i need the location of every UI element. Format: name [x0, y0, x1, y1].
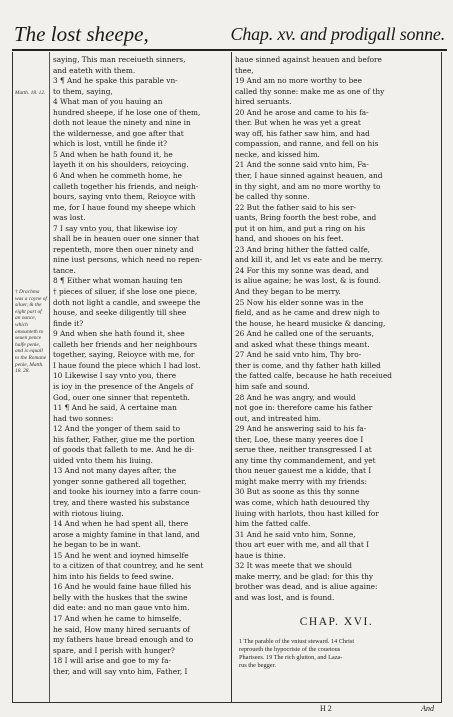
text-line: spare, and I perish with hunger?	[53, 645, 175, 655]
text-line: the fatted calfe, because he hath receiued	[235, 371, 393, 381]
text-line: is ioy in the presence of the Angels of	[53, 381, 194, 391]
text-line: 15 And he went and ioyned himselfe	[53, 550, 189, 560]
text-line: and asked what these things meant.	[235, 339, 370, 349]
text-line: was come, which hath deuoured thy	[235, 497, 370, 507]
text-line: 22 But the father said to his ser-	[235, 202, 356, 212]
text-line: 5 And when he hath found it, he	[53, 149, 173, 159]
text-line: him safe and sound.	[235, 381, 310, 391]
text-line: had two sonnes:	[53, 413, 114, 423]
text-line: layeth it on his shoulders, reioycing.	[53, 160, 189, 170]
text-line: hired seruants.	[235, 97, 292, 107]
text-line: he said, How many hired seruants of	[53, 624, 190, 634]
text-line: 21 And the sonne said vnto him, Fa-	[235, 160, 369, 170]
text-line: together, saying, Reioyce with me, for	[53, 350, 195, 360]
text-line: called thy sonne: make me as one of thy	[235, 86, 385, 96]
text-line: brother was dead, and is aliue againe:	[235, 582, 378, 592]
text-line: bours, saying vnto them, Reioyce with	[53, 192, 196, 202]
text-line: 12 And the yonger of them said to	[53, 424, 181, 434]
text-line: 24 For this my sonne was dead, and	[235, 265, 369, 275]
text-line: belly with the huskes that the swine	[53, 592, 188, 602]
header-right-title: Chap. xv. and prodigall sonne.	[230, 24, 445, 44]
text-line: 13 And not many dayes after, the	[53, 466, 177, 476]
text-line: 29 And he answering said to his fa-	[235, 424, 367, 434]
chapter-summary	[235, 638, 438, 670]
text-line: 10 Likewise I say vnto you, there	[53, 371, 177, 381]
text-line: thou neuer gauest me a kidde, that I	[235, 466, 372, 476]
text-line: nine iust persons, which need no repen-	[53, 255, 203, 265]
text-line: 32 It was meete that we should	[235, 561, 352, 571]
text-line: liuing with harlots, thou hast killed for	[235, 508, 379, 518]
text-line: 6 And when he commeth home, he	[53, 171, 182, 181]
text-line: 18 I will arise and goe to my fa-	[53, 656, 171, 666]
text-line: to them, saying,	[53, 86, 113, 96]
text-frame	[12, 52, 442, 703]
text-line: hundred sheepe, if he lose one of them,	[53, 107, 201, 117]
text-line: ther. But when he was yet a great	[235, 118, 361, 128]
text-line: ther is come, and thy father hath killed	[235, 360, 381, 370]
running-header	[12, 22, 445, 46]
text-line: the house, he heard musicke & dancing,	[235, 318, 386, 328]
text-line: 17 And when he came to himselfe,	[53, 613, 182, 623]
header-left-title: The lost sheepe,	[14, 22, 149, 46]
text-line: ther, and will say vnto him, Father, I	[53, 666, 188, 676]
text-line: finde it?	[53, 318, 84, 328]
text-line: might make merry with my friends:	[235, 476, 368, 486]
text-line: saying, This man receiueth sinners,	[53, 55, 186, 64]
header-rule	[12, 49, 447, 51]
text-line: in thy sight, and am no more worthy to	[235, 181, 381, 191]
text-line: uided vnto them his liuing.	[53, 455, 153, 465]
text-line: necke, and kissed him.	[235, 149, 320, 159]
text-line: 28 And he was angry, and would	[235, 392, 356, 402]
right-column-wrap	[235, 55, 438, 670]
text-line: trey, and there wasted his substance	[53, 497, 190, 507]
text-line: 23 And bring hither the fatted calfe,	[235, 244, 371, 254]
margin-note-drachma: † Drachma was a coyne of siluer, & the eight part of an ounce, which amounteth to seuen pence halfe penie, and is equall to the Romane penie, Matth. 18. 28.	[15, 289, 47, 375]
text-line: my fathers haue bread enough and to	[53, 635, 194, 645]
text-line: uants, Bring foorth the best robe, and	[235, 213, 377, 223]
text-line: thee,	[235, 65, 254, 75]
text-line: 27 And he said vnto him, Thy bro-	[235, 350, 362, 360]
text-line: haue sinned against heauen and before	[235, 55, 382, 64]
text-line: which is lost, vntill he finde it?	[53, 139, 168, 149]
text-line: me, for I haue found my sheepe which	[53, 202, 196, 212]
text-line: him into his fields to feed swine.	[53, 571, 174, 581]
text-line: ther, Loe, these many yeeres doe I	[235, 434, 364, 444]
right-column	[235, 55, 438, 603]
text-line: his father, Father, giue me the portion	[53, 434, 195, 444]
text-line: and eateth with them.	[53, 65, 136, 75]
text-line: him the fatted calfe.	[235, 519, 311, 529]
text-line: arose a mighty famine in that land, and	[53, 529, 200, 539]
text-line: 30 But as soone as this thy sonne	[235, 487, 360, 497]
text-line: shall be in heauen ouer one sinner that	[53, 234, 200, 244]
text-line: Pharisees. 19 The rich glutton, and Laza-	[239, 653, 343, 661]
text-line: 31 And he said vnto him, Sonne,	[235, 529, 356, 539]
column-rule	[231, 52, 232, 702]
text-line: 19 And am no more worthy to bee	[235, 76, 362, 86]
text-line: thou art euer with me, and all that I	[235, 540, 370, 550]
text-line: and kill it, and let vs eate and be merry.	[235, 255, 384, 265]
text-line: any time thy commandement, and yet	[235, 455, 376, 465]
text-line: And they began to be merry.	[235, 287, 341, 297]
text-line: not goe in: therefore came his father	[235, 403, 373, 413]
text-line: tance.	[53, 265, 76, 275]
text-line: yonger sonne gathered all together,	[53, 476, 187, 486]
text-line: 11 ¶ And he said, A certaine man	[53, 403, 177, 413]
text-line: 20 And he arose and came to his fa-	[235, 107, 369, 117]
text-line: of goods that falleth to me. And he di-	[53, 445, 195, 455]
text-line: he began to be in want.	[53, 540, 141, 550]
margin-rule	[49, 52, 50, 702]
catchword: And	[421, 704, 434, 713]
text-line: compassion, and ranne, and fell on his	[235, 139, 379, 149]
text-line: field, and as he came and drew nigh to	[235, 308, 380, 318]
text-line: 3 ¶ And he spake this parable vn-	[53, 76, 178, 86]
text-line: to a citizen of that countrey, and he sent	[53, 561, 204, 571]
text-line: and was lost, and is found.	[235, 592, 335, 602]
text-line: 25 Now his elder sonne was in the	[235, 297, 364, 307]
text-line: be called thy sonne.	[235, 192, 310, 202]
text-line: is aliue againe; he was lost, & is found.	[235, 276, 381, 286]
left-column	[53, 55, 229, 677]
text-line: 7 I say vnto you, that likewise ioy	[53, 223, 178, 233]
text-line: haue is thine.	[235, 550, 286, 560]
text-line: 26 And he called one of the seruants,	[235, 329, 374, 339]
text-line: 4 What man of you hauing an	[53, 97, 163, 107]
text-line: 1 The parable of the vniust steward. 14 Christ	[239, 637, 355, 645]
text-line: way off, his father saw him, and had	[235, 128, 370, 138]
margin-note-matthew: Matth. 18. 12.	[15, 90, 46, 96]
text-line: 8 ¶ Either what woman hauing ten	[53, 276, 183, 286]
text-line: God, ouer one sinner that repenteth.	[53, 392, 190, 402]
text-line: reproueth the hypocrisie of the couetous	[239, 645, 341, 653]
text-line: calleth her friends and her neighbours	[53, 339, 197, 349]
text-line: 9 And when she hath found it, shee	[53, 329, 185, 339]
text-line: calleth together his friends, and neigh-	[53, 181, 199, 191]
text-line: doth not leaue the ninety and nine in	[53, 118, 191, 128]
text-line: put it on him, and put a ring on his	[235, 223, 366, 233]
text-line: and tooke his iourney into a farre coun-	[53, 487, 201, 497]
text-line: 16 And he would faine haue filled his	[53, 582, 192, 592]
text-line: 14 And when he had spent all, there	[53, 519, 189, 529]
text-line: make merry, and be glad: for this thy	[235, 571, 374, 581]
text-line: I haue found the piece which I had lost.	[53, 360, 201, 370]
text-line: out, and intreated him.	[235, 413, 321, 423]
text-line: with riotous liuing.	[53, 508, 124, 518]
text-line: did eate: and no man gaue vnto him.	[53, 603, 190, 613]
text-line: hand, and shooes on his feet.	[235, 234, 344, 244]
text-line: repenteth, more then ouer ninety and	[53, 244, 194, 254]
text-line: † pieces of siluer, if she lose one piece,	[53, 287, 198, 297]
text-line: serue thee, neither transgressed I at	[235, 445, 372, 455]
text-line: house, and seeke diligently till shee	[53, 308, 187, 318]
text-line: rus the begger.	[239, 661, 276, 669]
signature-mark: H 2	[320, 704, 332, 713]
chapter-heading: CHAP. XVI.	[299, 616, 374, 629]
text-line: was lost.	[53, 213, 86, 223]
text-line: doth not light a candle, and sweepe the	[53, 297, 201, 307]
text-line: the wildernesse, and goe after that	[53, 128, 184, 138]
text-line: ther, I haue sinned against heauen, and	[235, 171, 383, 181]
